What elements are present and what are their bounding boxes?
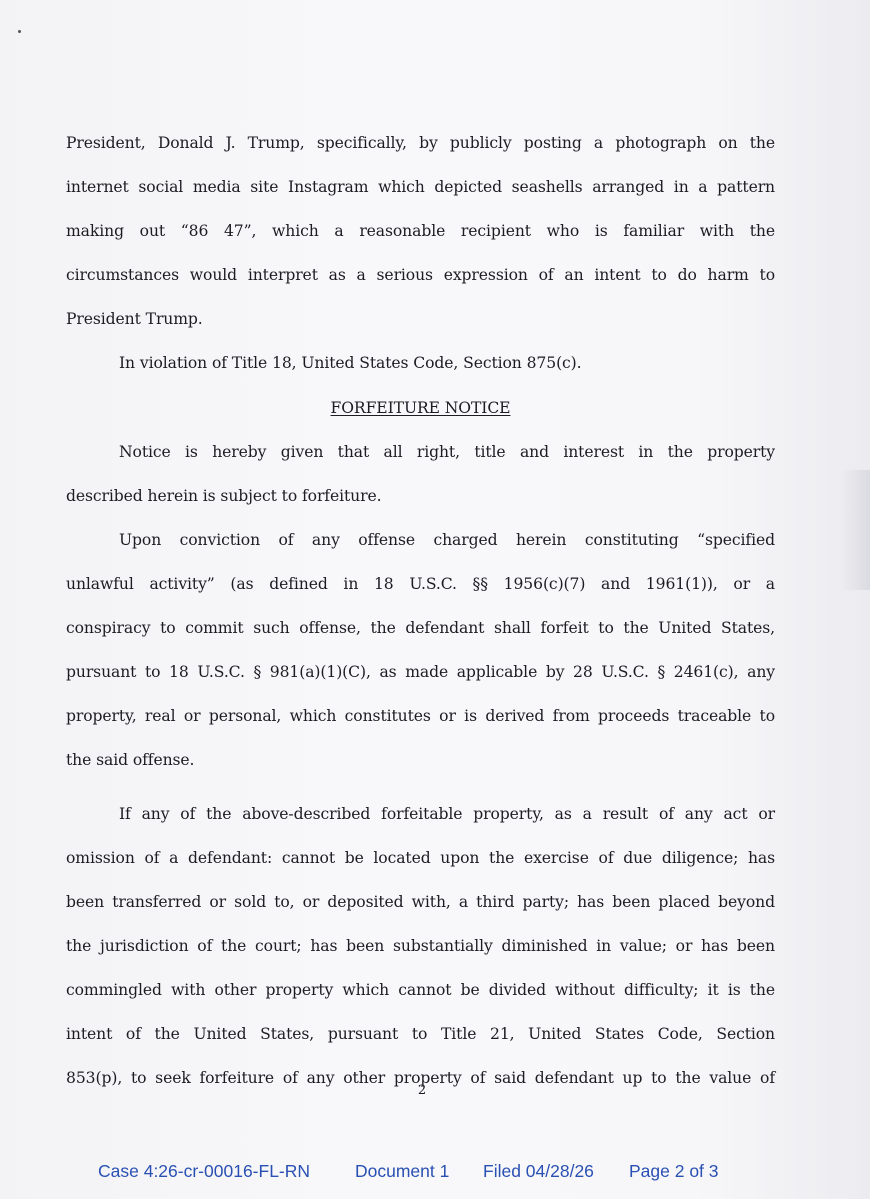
body-line: the jurisdiction of the court; has been substantially diminished in value; or has been xyxy=(66,937,775,955)
stamp-document-number: Document 1 xyxy=(355,1161,450,1181)
body-line: described herein is subject to forfeiture. xyxy=(66,487,382,505)
body-line: Upon conviction of any offense charged herein constituting “specified xyxy=(119,531,775,549)
body-line: unlawful activity” (as defined in 18 U.S.C. §§ 1956(c)(7) and 1961(1)), or a xyxy=(66,575,775,593)
body-line: commingled with other property which cannot be divided without difficulty; it is the xyxy=(66,981,775,999)
stamp-page-count: Page 2 of 3 xyxy=(629,1161,719,1181)
body-line: President, Donald J. Trump, specifically, by publicly posting a photograph on the xyxy=(66,134,775,152)
scan-edge-shadow xyxy=(840,470,870,590)
body-line: making out “86 47”, which a reasonable recipient who is familiar with the xyxy=(66,222,775,240)
filing-stamp xyxy=(98,1160,719,1182)
body-line: President Trump. xyxy=(66,310,203,328)
violation-line: In violation of Title 18, United States Code, Section 875(c). xyxy=(119,354,582,372)
body-line: internet social media site Instagram which depicted seashells arranged in a pattern xyxy=(66,178,775,196)
body-line: 853(p), to seek forfeiture of any other property of said defendant up to the value of xyxy=(66,1069,775,1087)
body-line: intent of the United States, pursuant to Title 21, United States Code, Section xyxy=(66,1025,775,1043)
body-line: conspiracy to commit such offense, the defendant shall forfeit to the United States, xyxy=(66,619,775,637)
body-line: pursuant to 18 U.S.C. § 981(a)(1)(C), as made applicable by 28 U.S.C. § 2461(c), any xyxy=(66,663,775,681)
body-line: circumstances would interpret as a serious expression of an intent to do harm to xyxy=(66,266,775,284)
section-heading: FORFEITURE NOTICE xyxy=(330,399,511,417)
stamp-filed-date: Filed 04/28/26 xyxy=(483,1161,594,1181)
body-line: been transferred or sold to, or deposited with, a third party; has been placed beyond xyxy=(66,893,775,911)
body-line: property, real or personal, which constitutes or is derived from proceeds traceable to xyxy=(66,707,775,725)
body-line: the said offense. xyxy=(66,751,195,769)
scan-speck xyxy=(18,30,21,33)
page-number: 2 xyxy=(417,1083,427,1098)
body-line: omission of a defendant: cannot be located upon the exercise of due diligence; has xyxy=(66,849,775,867)
body-line: Notice is hereby given that all right, title and interest in the property xyxy=(119,443,775,461)
body-line: If any of the above-described forfeitable property, as a result of any act or xyxy=(119,805,775,823)
stamp-case-number: Case 4:26-cr-00016-FL-RN xyxy=(98,1161,311,1181)
